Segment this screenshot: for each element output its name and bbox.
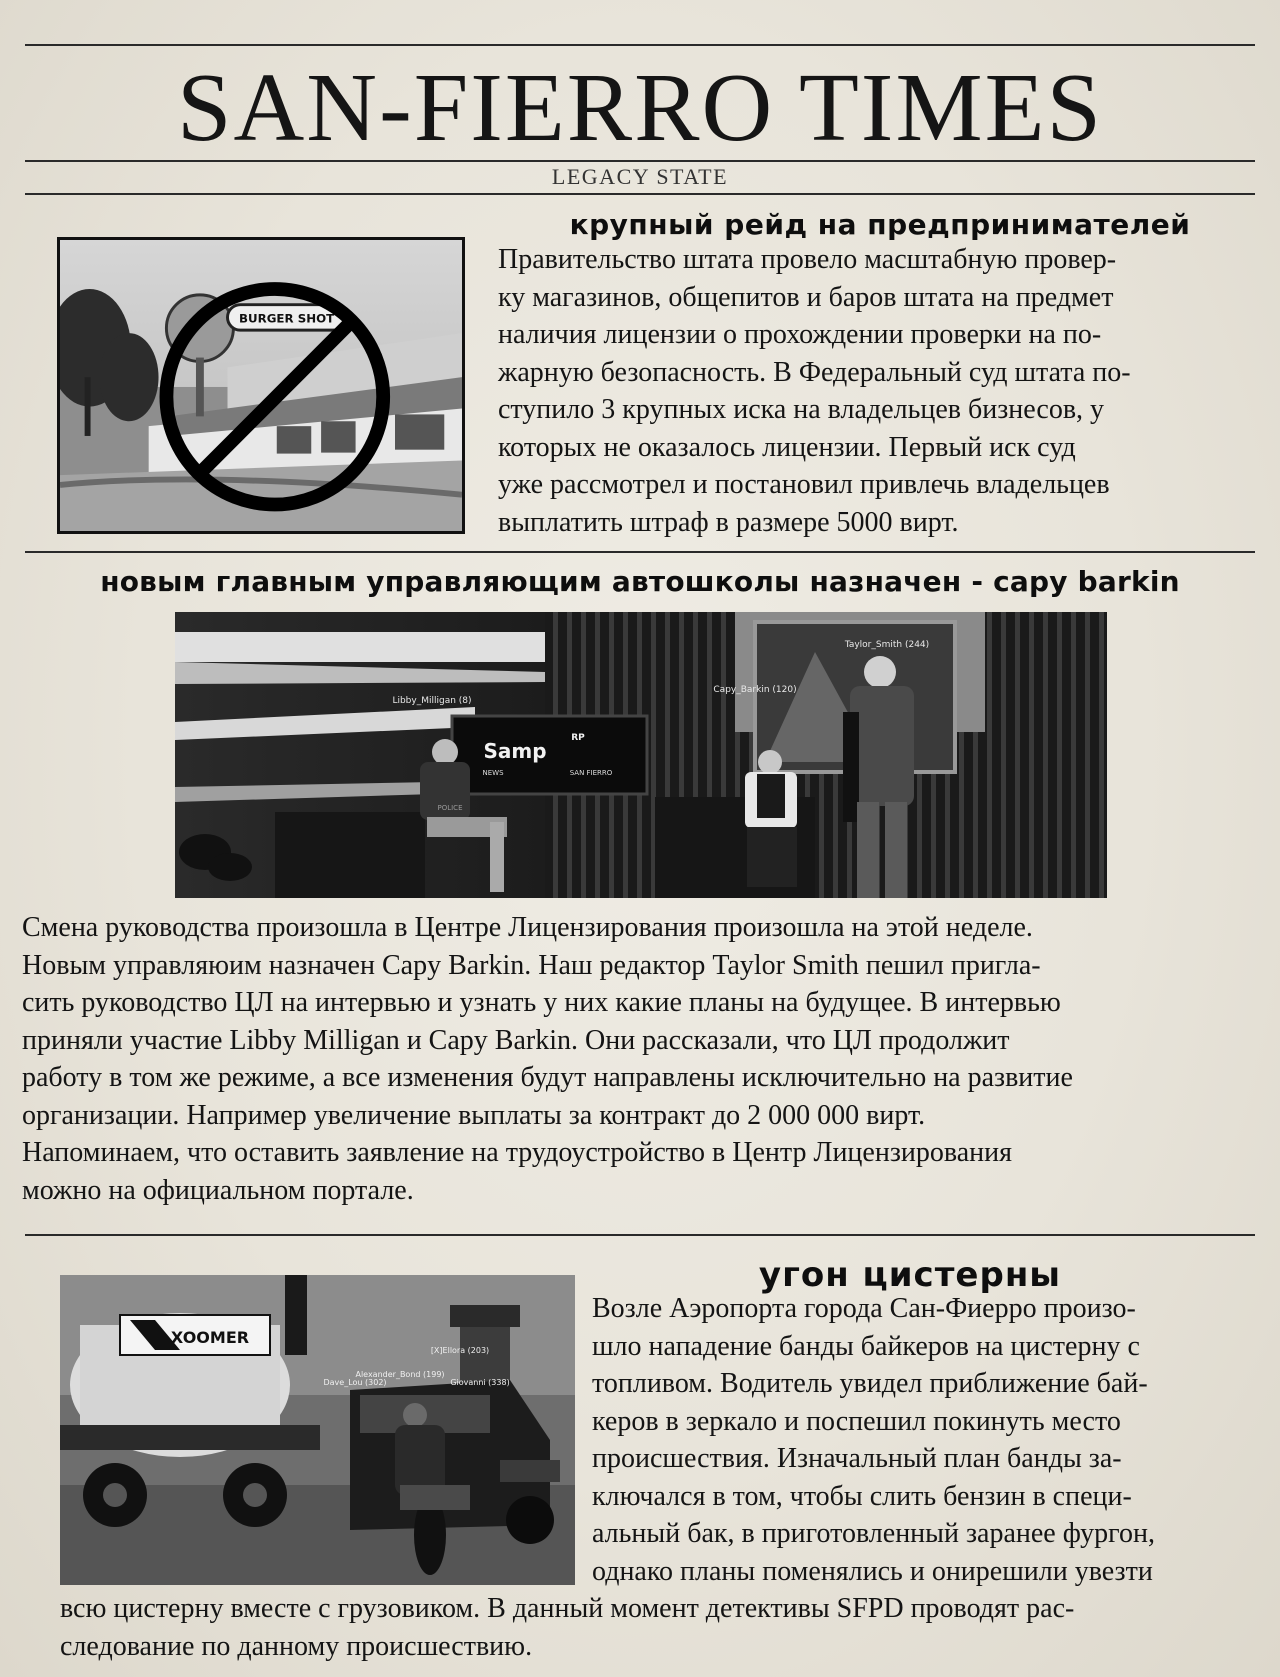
tanker-theft-photo — [60, 1275, 575, 1585]
article2-line: Новым управляюим назначен Capy Barkin. Наш редактор Taylor Smith пешил пригла- — [22, 949, 1041, 981]
top-rule — [25, 44, 1255, 46]
article1-line: уже рассмотрел и постановил привлечь владельцев — [498, 469, 1110, 500]
article2-line: приняли участие Libby Milligan и Capy Barkin. Они рассказали, что ЦЛ продолжит — [22, 1024, 1010, 1056]
article2-line: Смена руководства произошла в Центре Лицензирования произошла на этой неделе. — [22, 912, 1033, 943]
article3-line: следование по данному происшествию. — [60, 1630, 533, 1662]
article2-line: сить руководство ЦЛ на интервью и узнать у них какие планы на будущее. В интервью — [22, 987, 1061, 1018]
article1-line: ступило 3 крупных иска на владельцев бизнесов, у — [498, 394, 1105, 425]
tv-badge: RP — [571, 733, 585, 743]
player-label-giovanni: Giovanni (338) — [450, 1378, 510, 1387]
vest-text: POLICE — [437, 804, 463, 812]
article1-line: ку магазинов, общепитов и баров штата на предмет — [498, 281, 1114, 313]
masthead-subtitle: LEGACY STATE — [551, 164, 729, 189]
masthead-rule — [25, 160, 1255, 162]
office-interview-photo — [175, 612, 1107, 898]
article2-line: можно на официальном портале. — [22, 1174, 414, 1206]
article1-line: которых не оказалось лицензии. Первый иск суд — [498, 431, 1076, 463]
article1-line: наличия лицензии о прохождении проверки на по- — [498, 319, 1102, 350]
article3-photo — [60, 1275, 575, 1585]
player-label-capy: Capy_Barkin (120) — [713, 685, 797, 695]
article3-body-right — [592, 1290, 1252, 1590]
burger-shop-photo — [60, 240, 462, 531]
article3-line: однако планы поменялись и онирешили увезти — [592, 1555, 1153, 1587]
article2-line: работу в том же режиме, а все изменения будут направлены исключительно на развитие — [22, 1062, 1073, 1093]
article3-line: Возле Аэропорта города Сан-Фиерро произо- — [592, 1293, 1136, 1324]
burger-sign-text: BURGER SHOT — [239, 311, 335, 326]
tv-news: NEWS — [482, 769, 504, 777]
article3-headline: угон цистерны — [758, 1255, 1062, 1295]
article2-photo — [175, 612, 1107, 898]
tv-city: SAN FIERRO — [569, 769, 613, 777]
article2-line: организации. Например увеличение выплаты за контракт до 2 000 000 вирт. — [22, 1099, 926, 1131]
article3-line: происшествия. Изначальный план банды за- — [592, 1443, 1122, 1474]
article3-line: топливом. Водитель увидел приближение бай- — [592, 1368, 1148, 1399]
tanker-brand: XOOMER — [170, 1328, 250, 1347]
article1-rule — [25, 551, 1255, 553]
article3-line: всю цистерну вместе с грузовиком. В данный момент детективы SFPD проводят рас- — [60, 1593, 1075, 1624]
article3-line: шло нападение банды байкеров на цистерну с — [592, 1330, 1140, 1362]
player-label-dave: Dave_Lou (302) — [323, 1378, 387, 1387]
article3-line: альный бак, в приготовленный заранее фургон, — [592, 1518, 1155, 1549]
article2-body — [22, 909, 1262, 1209]
player-label-alexander: Alexander_Bond (199) — [355, 1370, 445, 1379]
tv-screen — [452, 716, 647, 794]
article2-line: Напоминаем, что оставить заявление на трудоустройство в Центр Лицензирования — [22, 1137, 1012, 1168]
article1-line: Правительство штата провело масштабную провер- — [498, 244, 1117, 275]
article1-body — [498, 241, 1258, 541]
tv-brand: Samp — [483, 739, 547, 763]
article1-photo — [57, 237, 465, 534]
player-label-ellora: [X]Ellora (203) — [430, 1346, 490, 1355]
masthead-title: SAN-FIERRO TIMES — [177, 54, 1103, 162]
player-label-libby: Libby_Milligan (8) — [392, 696, 472, 706]
article3-line: керов в зеркало и поспешил покинуть место — [592, 1405, 1121, 1437]
article2-headline: новым главным управляющим автошколы назначен - capy barkin — [100, 565, 1180, 598]
player-label-taylor: Taylor_Smith (244) — [844, 640, 930, 650]
article3-line: ключался в том, чтобы слить бензин в специ- — [592, 1480, 1132, 1512]
subtitle-rule — [25, 193, 1255, 195]
article2-rule — [25, 1234, 1255, 1236]
article1-headline: крупный рейд на предпринимателей — [569, 208, 1191, 241]
article3-body-full — [60, 1590, 1260, 1665]
article1-line: жарную безопасность. В Федеральный суд штата по- — [498, 356, 1131, 388]
article1-line: выплатить штраф в размере 5000 вирт. — [498, 506, 959, 538]
